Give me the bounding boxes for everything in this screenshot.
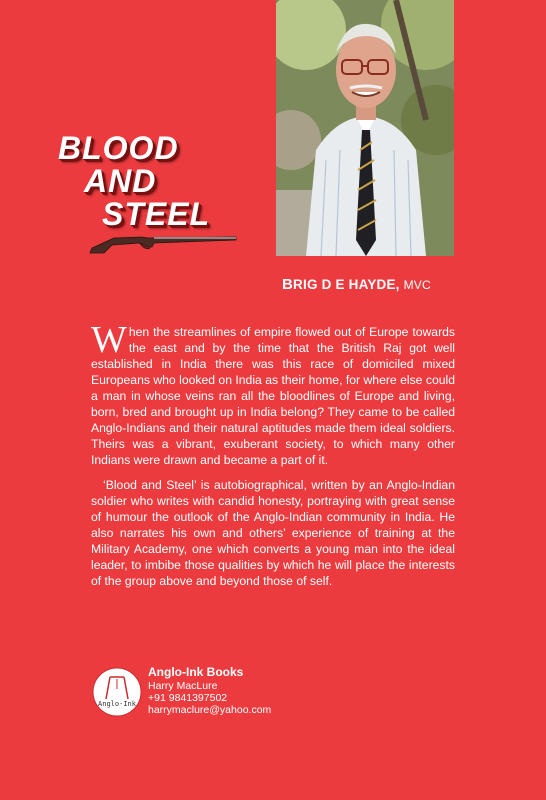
author-honour: MVC	[403, 278, 431, 292]
author-name-rest: RIG D E HAYDE,	[293, 277, 400, 292]
rifle-icon	[88, 232, 238, 254]
author-initial: B	[282, 276, 294, 293]
title-line-1: BLOOD	[58, 130, 179, 166]
publisher-info	[148, 665, 271, 716]
author-photo	[276, 0, 454, 256]
blurb-paragraph-1	[91, 319, 455, 468]
publisher-logo	[92, 667, 142, 717]
publisher-contact: Harry MacLure	[148, 680, 218, 692]
drop-cap: W	[91, 319, 127, 361]
title-line-2: AND	[84, 163, 157, 199]
logo-text: Anglo-Ink	[98, 700, 136, 708]
blurb	[91, 319, 455, 598]
blurb-paragraph-2: ‘Blood and Steel’ is autobiographical, written by an Anglo-Indian soldier who writes with candid honesty, portraying with great sense of humour the outlook of the Anglo-Indian community in India. He also narrates his own and others’ experience of training at the Military Academy, one which converts a young man into the ideal leader, to imbibe those qualities by which he will place the interests of the group above and beyond those of self.	[91, 478, 455, 588]
publisher-email: harrymaclure@yahoo.com	[148, 704, 272, 716]
author-name	[282, 276, 431, 293]
publisher-name: Anglo-Ink Books	[148, 665, 244, 679]
title-line-3: STEEL	[102, 196, 211, 232]
book-title	[58, 132, 248, 231]
paragraph-1-text: hen the streamlines of empire flowed out of Europe towards the east and by the time that the British Raj got well established in India there was this race of domiciled mixed Europeans who looked on India as their home, for where else could a man in whose veins ran all the bloodlines of Europe and living, born, bred and brought up in India belong? They came to be called Anglo-Indians and their natural aptitudes made them ideal soldiers. Theirs was a vibrant, exuberant society, to which many other Indians were drawn and became a part of it.	[91, 325, 455, 467]
publisher-phone: +91 9841397502	[148, 692, 228, 704]
